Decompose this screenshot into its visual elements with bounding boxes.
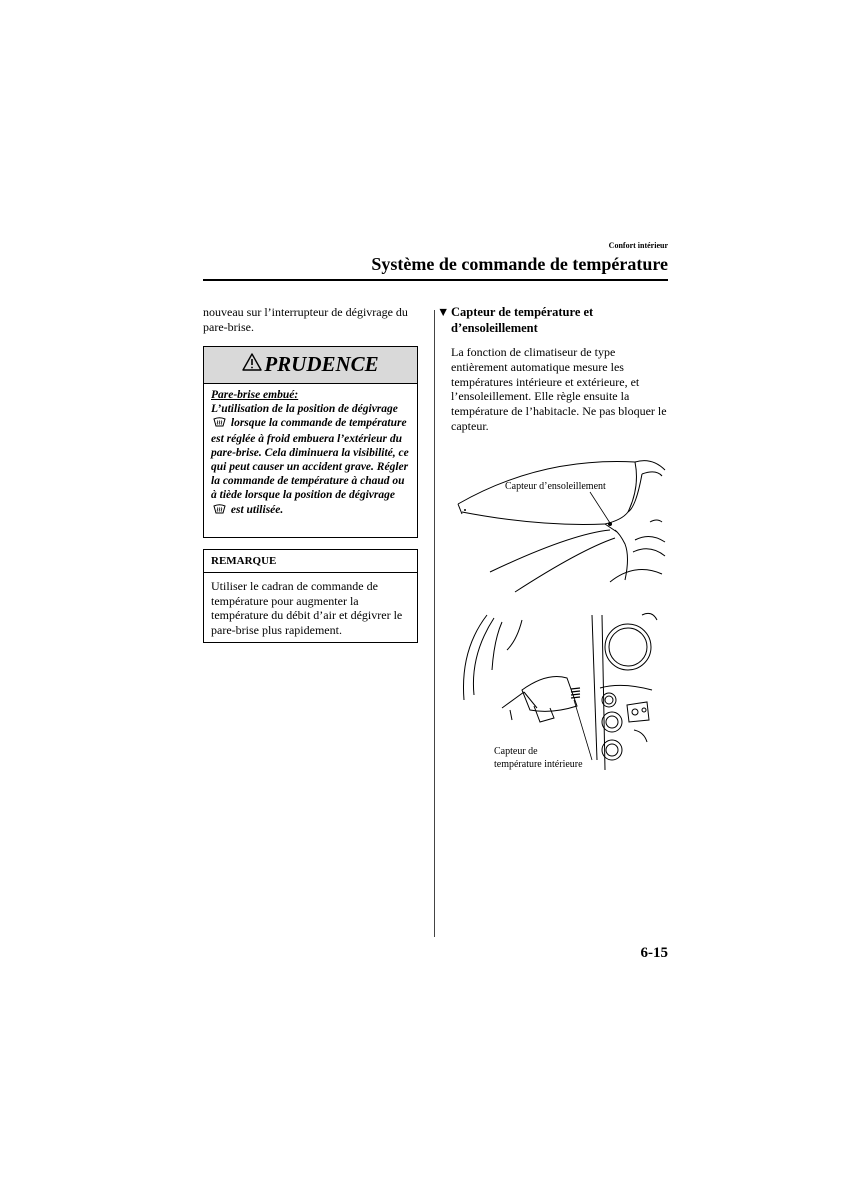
- sensor-description: La fonction de climatiseur de type entièrement automatique mesure les températures intérieure et extérieure, et l’ensoleillement. Elle règle ensuite la température de l’habitacle. Ne pas bloquer le capteur.: [451, 345, 667, 433]
- caution-title: PRUDENCE: [264, 352, 379, 376]
- windshield-defrost-icon: [213, 504, 226, 518]
- warning-triangle-icon: [242, 353, 262, 376]
- sub-heading: [437, 305, 666, 336]
- note-header: [204, 550, 417, 573]
- interior-sensor-label-line1: Capteur de: [494, 746, 538, 757]
- note-title: REMARQUE: [211, 555, 277, 567]
- caution-subtitle: Pare-brise embué:: [211, 389, 299, 401]
- sub-heading-text: Capteur de température et d’ensoleillement: [451, 305, 594, 335]
- caution-text-1: L’utilisation de la position de dégivrage: [211, 403, 398, 416]
- sunlight-sensor-illustration: [450, 452, 670, 597]
- note-body: Utiliser le cadran de commande de température pour augmenter la température du débit d’air et dégivrer le pare-brise plus rapidement.: [211, 579, 403, 637]
- intro-paragraph: nouveau sur l’interrupteur de dégivrage du pare-brise.: [203, 305, 408, 334]
- interior-sensor-label-line2: température intérieure: [494, 759, 583, 770]
- page-number: 6-15: [640, 945, 668, 961]
- caution-box: [203, 346, 418, 538]
- interior-sensor-label: [494, 745, 583, 771]
- windshield-defrost-icon: [213, 417, 226, 431]
- header-rule: [203, 279, 668, 281]
- section-label: Confort intérieur: [608, 241, 668, 250]
- note-box: [203, 549, 418, 643]
- caution-text-3: est utilisée.: [230, 503, 284, 516]
- triangle-bullet-icon: ▼: [437, 305, 450, 319]
- caution-header: [204, 347, 417, 384]
- sunlight-sensor-label: Capteur d’ensoleillement: [505, 481, 606, 492]
- page-title: Système de commande de température: [371, 254, 668, 274]
- caution-body: [211, 388, 411, 518]
- column-divider: [434, 310, 435, 937]
- caution-text-2: lorsque la commande de température est réglée à froid embuera l’extérieur du pare-brise. Cela diminuera la visibilité, ce qui peut causer un accident grave. Régler la commande de température à chaud ou à tiède lorsque la position de dégivrage: [211, 417, 409, 502]
